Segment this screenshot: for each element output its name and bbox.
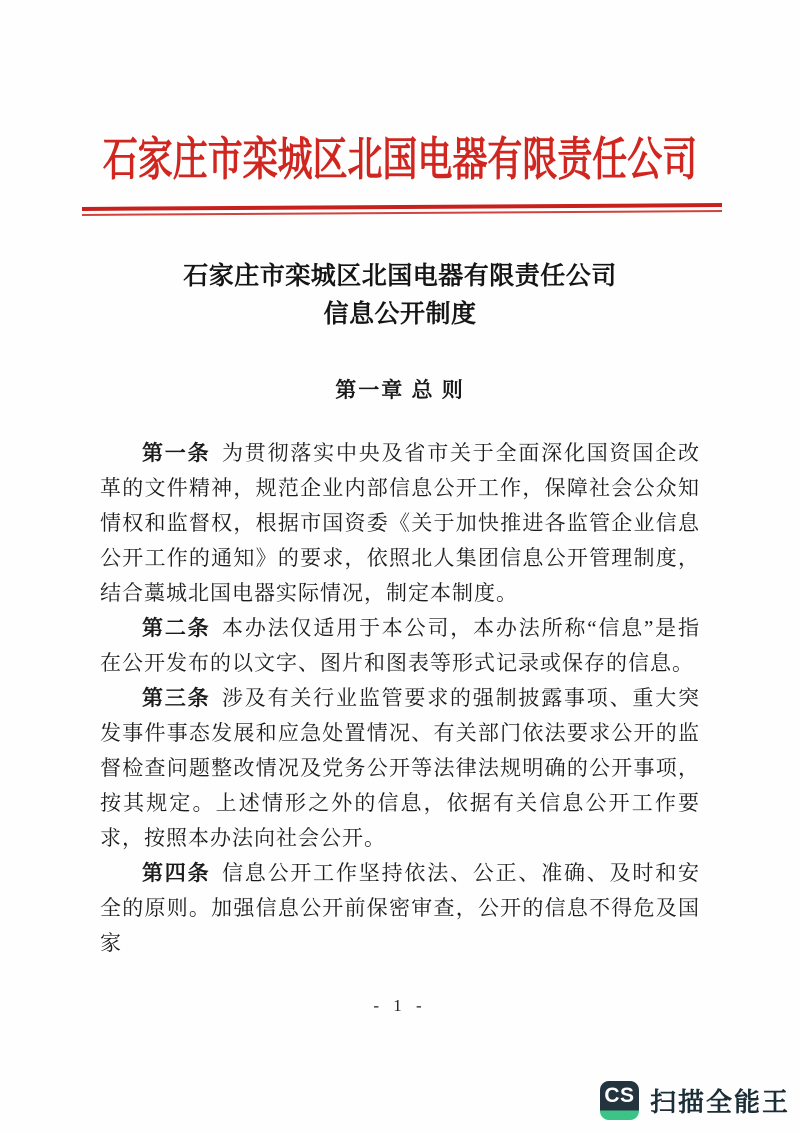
letterhead-rule — [82, 203, 722, 215]
article-paragraph-3 — [100, 681, 700, 856]
camscanner-logo-text: CS — [604, 1084, 635, 1107]
article-1-label: 第一条 — [142, 440, 211, 465]
article-2-label: 第二条 — [142, 615, 211, 640]
article-1-text: 为贯彻落实中央及省市关于全面深化国资国企改革的文件精神，规范企业内部信息公开工作，保障社会公众知情权和监督权，根据市国资委《关于加快推进各监管企业信息公开工作的通知》的要求，依照北人集团信息公开管理制度，结合藁城北国电器实际情况，制定本制度。 — [100, 440, 701, 605]
article-2-text: 本办法仅适用于本公司，本办法所称“信息”是指在公开发布的以文字、图片和图表等形式记录或保存的信息。 — [100, 615, 701, 675]
document-title — [0, 258, 800, 334]
article-3-text: 涉及有关行业监管要求的强制披露事项、重大突发事件事态发展和应急处置情况、有关部门依法要求公开的监督检查问题整改情况及党务公开等法律法规明确的公开事项，按其规定。上述情形之外的信息，依据有关信息公开工作要求，按照本办法向社会公开。 — [100, 685, 701, 850]
page-number: - 1 - — [373, 996, 427, 1015]
letterhead-company-name: 石家庄市栾城区北国电器有限责任公司 — [102, 134, 698, 185]
camscanner-logo-icon — [600, 1081, 639, 1120]
article-4-text: 信息公开工作坚持依法、公正、准确、及时和安全的原则。加强信息公开前保密审查，公开的信息不得危及国家 — [100, 860, 701, 955]
chapter-heading: 第一章 总 则 — [335, 377, 465, 402]
document-body — [100, 436, 700, 961]
article-4-label: 第四条 — [142, 860, 211, 885]
document-title-line1: 石家庄市栾城区北国电器有限责任公司 — [183, 262, 617, 290]
article-paragraph-1 — [100, 436, 700, 611]
camscanner-app-name: 扫描全能王 — [649, 1087, 790, 1117]
article-paragraph-4 — [100, 856, 700, 961]
letterhead-rule-thin-line — [82, 210, 722, 215]
document-title-line2: 信息公开制度 — [323, 300, 477, 328]
article-3-label: 第三条 — [142, 685, 211, 710]
camscanner-watermark — [600, 1081, 790, 1120]
article-paragraph-2 — [100, 611, 700, 681]
